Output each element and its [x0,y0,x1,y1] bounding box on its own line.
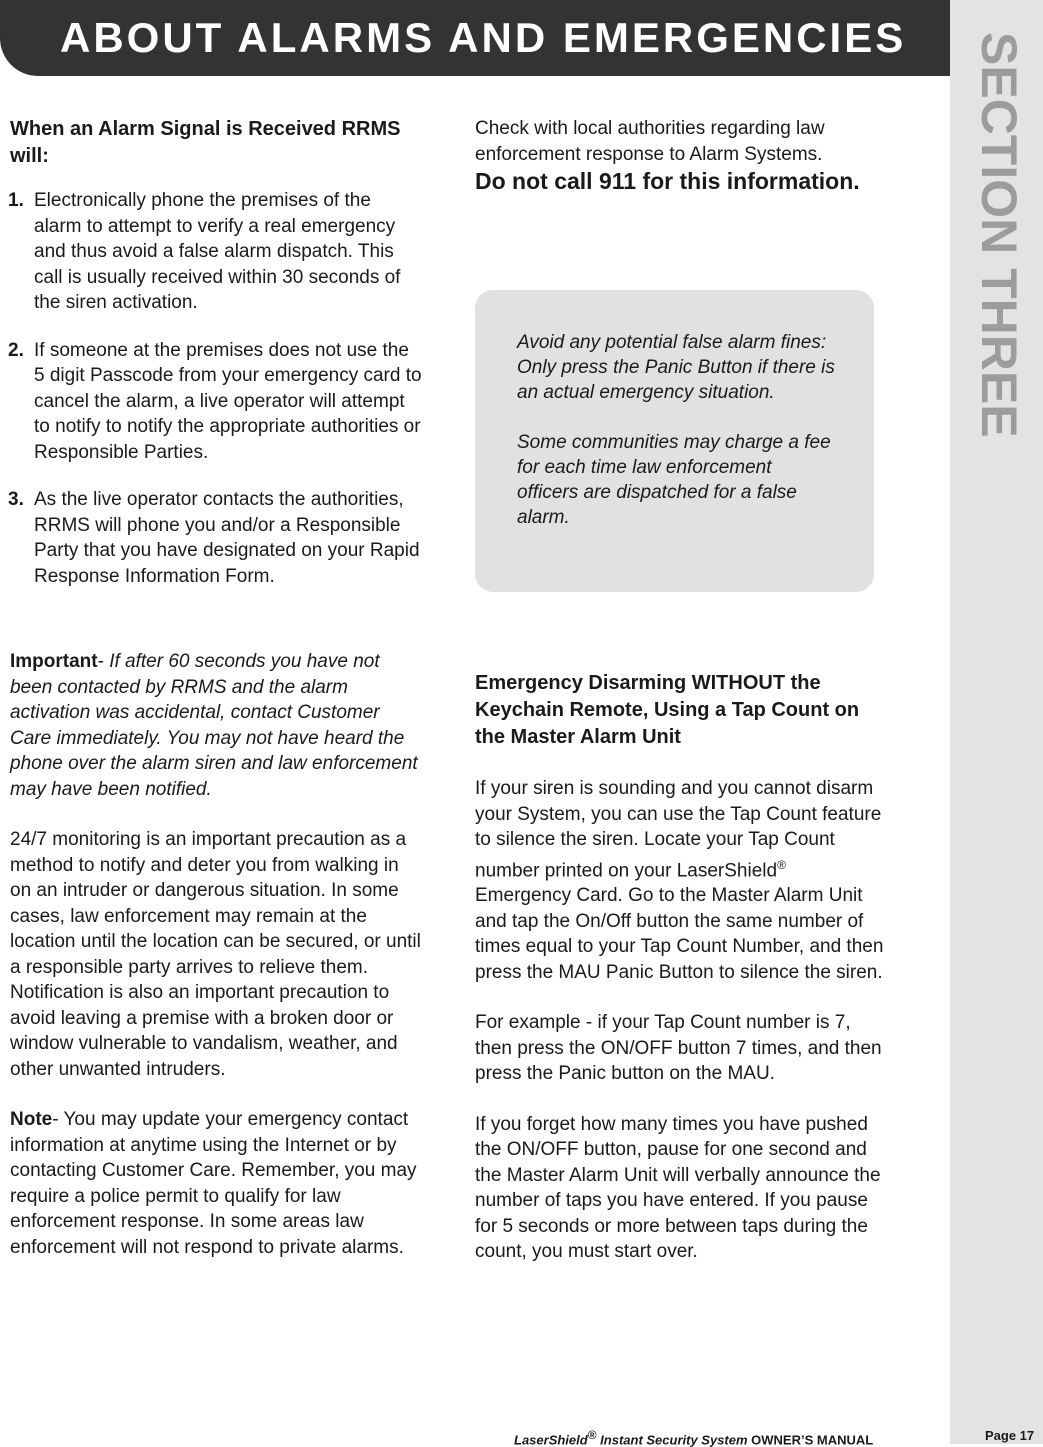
page-number: Page 17 [985,1428,1035,1443]
footer-product: Instant Security System [596,1432,748,1447]
important-text: If after 60 seconds you have not been contacted by RRMS and the alarm activation was accidental, contact Customer Care immediately. You may not have heard the phone over the alarm siren and law enforcement may have been notified. [10,651,418,800]
list-item [10,188,422,316]
footer-brand: LaserShield [514,1432,588,1447]
tap-count-paragraph [475,776,885,985]
step-text: If someone at the premises does not use the 5 digit Passcode from your emergency card to cancel the alarm, a live operator will attempt to notify to notify the appropriate authorities or Responsible Parties. [34,339,422,463]
right-column [475,116,885,195]
forget-paragraph: If you forget how many times you have pushed the ON/OFF button, pause for one second and the Master Alarm Unit will verbally announce the number of taps you have entered. If you pause for 5 seconds or more between taps during the count, you must start over. [475,1113,881,1263]
step-number: 1. [8,190,24,211]
emergency-disarming-section [475,670,885,1265]
footer [514,1428,873,1447]
step-number: 2. [8,339,24,361]
example-paragraph: For example - if your Tap Count number is 7, then press the ON/OFF button 7 times, and then press the Panic button on the MAU. [475,1012,882,1085]
list-item [10,338,422,466]
page-title: ABOUT ALARMS AND EMERGENCIES [60,14,907,61]
note-paragraph [10,1107,422,1260]
notice-paragraph: Avoid any potential false alarm fines: Only press the Panic Button if there is an actual emergency situation. [517,332,835,403]
steps-list [10,188,422,589]
header-banner [0,0,950,76]
footer-manual: OWNER’S MANUAL [747,1432,874,1447]
important-paragraph [10,649,422,802]
alarm-signal-heading: When an Alarm Signal is Received RRMS will: [10,118,401,167]
important-label: Important [10,651,98,672]
emergency-disarming-heading: Emergency Disarming WITHOUT the Keychain Remote, Using a Tap Count on the Master Alarm Unit [475,672,860,748]
step-text: Electronically phone the premises of the alarm to attempt to verify a real emergency and thus avoid a false alarm dispatch. This call is usually received within 30 seconds of the siren activation. [34,190,401,313]
monitoring-paragraph: 24/7 monitoring is an important precaution as a method to notify and deter you from walking in on an intruder or dangerous situation. In some cases, law enforcement may remain at the location until the location can be secured, or until a responsible party arrives to relieve them. Notification is also an important precaution to avoid leaving a premise with a broken door or window vulnerable to vandalism, weather, and other unwanted intruders. [10,829,421,1080]
tap-count-text-a: If your siren is sounding and you cannot disarm your System, you can use the Tap Count feature to silence the siren. Locate your Tap Count number printed on your LaserShield [475,778,882,881]
notice-paragraph: Some communities may charge a fee for each time law enforcement officers are dispatched for a false alarm. [517,432,831,528]
registered-mark: ® [777,857,786,872]
section-title: SECTION THREE [971,32,1027,438]
note-label: Note [10,1109,53,1130]
notice-text [517,330,837,530]
left-column [10,116,422,1260]
warning-text: Do not call 911 for this information. [475,168,860,194]
important-separator: - [97,651,110,672]
tap-count-text-b: Emergency Card. Go to the Master Alarm Unit and tap the On/Off button the same number of times equal to your Tap Count Number, and then press the MAU Panic Button to silence the siren. [475,885,884,983]
intro-paragraph: Check with local authorities regarding law enforcement response to Alarm Systems. [475,118,825,165]
false-alarm-notice [475,290,874,592]
list-item [10,487,422,589]
note-text: - You may update your emergency contact information at anytime using the Internet or by contacting Customer Care. Remember, you may require a police permit to qualify for law enforcement response. In some areas law enforcement will not respond to private alarms. [10,1109,417,1258]
step-text: As the live operator contacts the authorities, RRMS will phone you and/or a Responsible Party that you have designated on your Rapid Response Information Form. [34,489,420,587]
step-number: 3. [8,489,24,510]
footer-registered-mark: ® [587,1428,597,1442]
